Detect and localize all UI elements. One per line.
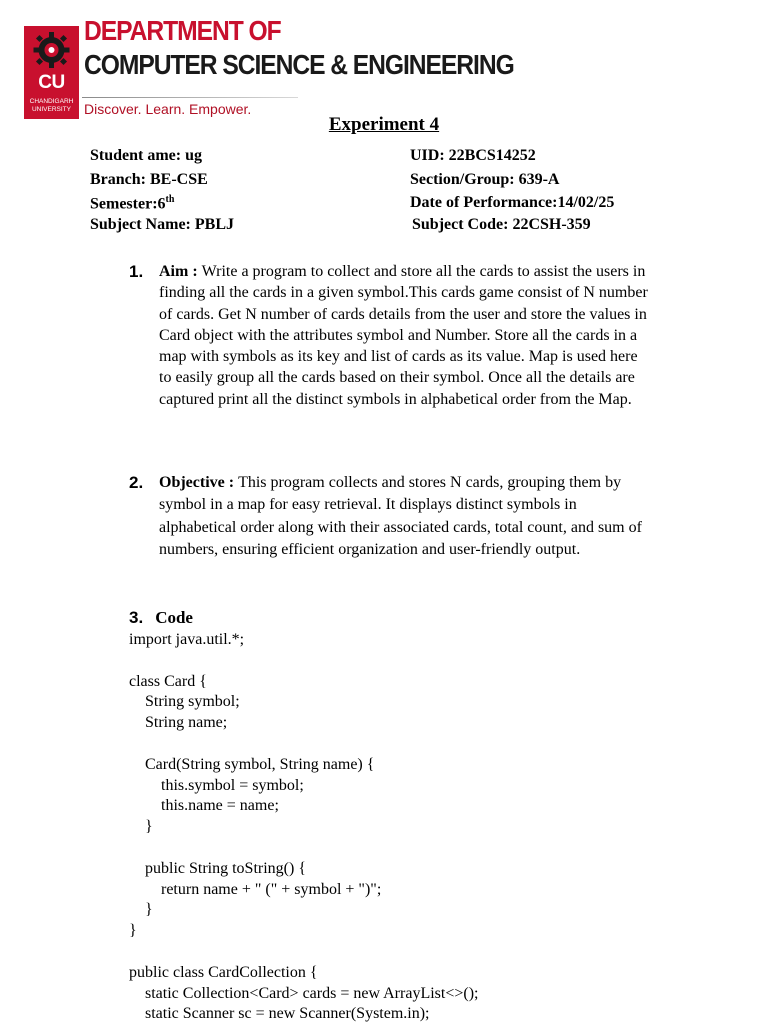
student-name: Student ame: ug	[90, 147, 203, 164]
code-line	[129, 651, 478, 672]
code-line: }	[129, 818, 153, 836]
header-divider	[82, 97, 298, 98]
tagline: Discover. Learn. Empower.	[84, 101, 252, 117]
gear-emblem-icon	[24, 26, 79, 74]
semester-text: Semester:6	[90, 195, 166, 213]
department-title-line2: COMPUTER SCIENCE & ENGINEERING	[84, 49, 514, 80]
aim-label: Aim :	[159, 263, 202, 280]
code-line: Card(String symbol, String name) {	[129, 755, 375, 773]
code-line: static Collection<Card> cards = new ArrayList<>();	[129, 984, 479, 1002]
aim-section	[129, 261, 649, 410]
aim-number: 1.	[129, 262, 144, 281]
code-line: import java.util.*;	[129, 631, 245, 648]
code-heading	[129, 608, 193, 628]
logo-cu-text: CU	[38, 72, 65, 93]
objective-text: This program collects and stores N cards, grouping them by symbol in a map for easy retrieval. It displays distinct symbols in alphabetical order along with their associated cards, total count, and sum of numbers, ensuring efficient organization and user-friendly output.	[159, 474, 642, 559]
code-line: class Card {	[129, 672, 207, 690]
code-label: Code	[155, 608, 193, 627]
code-line: }	[129, 901, 153, 919]
objective-body	[159, 472, 649, 562]
university-logo	[24, 26, 79, 119]
semester	[90, 194, 174, 213]
branch: Branch: BE-CSE	[90, 171, 208, 188]
objective-section	[129, 472, 649, 562]
department-title-line1: DEPARTMENT OF	[84, 15, 281, 46]
aim-text: Write a program to collect and store all the cards to assist the users in finding all the cards in a given symbol.This cards game consist of N number of cards. Get N number of cards details from the user and store the values in Card object with the attributes symbol and Number. Store all the cards in a map with symbols as its key and list of cards as its value. Map is used here to easily group all the cards based on their symbol. Once all the details are captured print all the distinct symbols in alphabetical order from the Map.	[159, 263, 648, 408]
code-line: return name + " (" + symbol + ")";	[129, 880, 382, 898]
objective-number: 2.	[129, 473, 144, 492]
code-line: String symbol;	[129, 693, 240, 711]
uid: UID: 22BCS14252	[410, 147, 536, 164]
subject-code: Subject Code: 22CSH-359	[412, 216, 591, 233]
aim-body	[159, 261, 649, 410]
experiment-title	[0, 114, 768, 136]
logo-university-text: CHANDIGARH UNIVERSITY	[29, 98, 74, 113]
date-of-performance: Date of Performance:14/02/25	[410, 194, 615, 211]
code-line: }	[129, 922, 137, 940]
code-block	[129, 630, 478, 1025]
subject-name: Subject Name: PBLJ	[90, 216, 234, 233]
experiment-title-text: Experiment 4	[328, 114, 440, 135]
code-line: static Scanner sc = new Scanner(System.in);	[129, 1005, 430, 1023]
code-line: this.name = name;	[129, 797, 279, 815]
code-line	[129, 838, 478, 859]
code-line: public class CardCollection {	[129, 963, 318, 981]
code-line: String name;	[129, 714, 228, 732]
document-header	[0, 0, 768, 125]
code-line: this.symbol = symbol;	[129, 776, 304, 794]
section-group: Section/Group: 639-A	[410, 171, 560, 188]
code-line: public String toString() {	[129, 859, 307, 877]
objective-label: Objective :	[159, 474, 239, 491]
code-number: 3.	[129, 608, 144, 627]
code-line	[129, 734, 478, 755]
semester-suffix: th	[165, 194, 175, 205]
code-line	[129, 942, 478, 963]
